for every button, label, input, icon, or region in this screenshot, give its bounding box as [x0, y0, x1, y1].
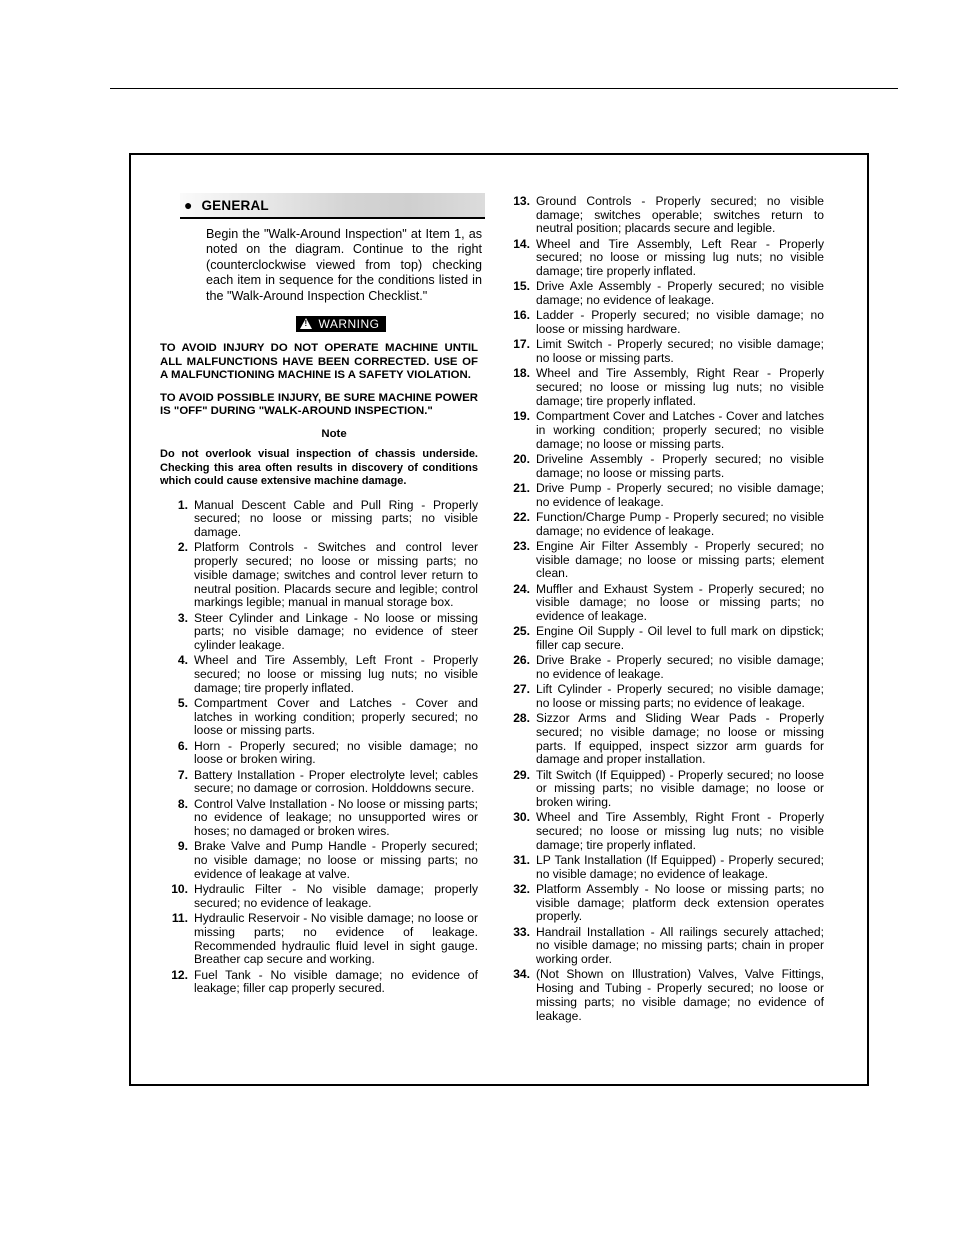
warning-header	[160, 315, 478, 333]
list-item	[160, 912, 478, 967]
item-number: 3.	[177, 610, 188, 625]
item-text: Manual Descent Cable and Pull Ring - Properly secured; no loose or missing parts; no visible damage.	[194, 497, 478, 540]
item-number: 32.	[513, 882, 530, 897]
item-number: 20.	[513, 451, 530, 466]
item-text: Tilt Switch (If Equipped) - Properly secured; no loose or missing parts; no visible damage; no loose or broken wiring.	[536, 767, 824, 810]
item-number: 8.	[177, 796, 188, 811]
item-text: Platform Controls - Switches and control lever properly secured; no loose or missing parts; no visible damage; switches and control lever return to neutral position. Placards secure and legible; control markings legible; manual in manual storage box.	[194, 540, 478, 610]
list-item	[160, 883, 478, 910]
list-item	[502, 769, 824, 810]
item-number: 5.	[177, 696, 188, 710]
item-text: Horn - Properly secured; no visible damage; no loose or broken wiring.	[194, 738, 478, 767]
item-number: 14.	[513, 236, 530, 251]
item-number: 24.	[513, 581, 530, 596]
item-number: 19.	[513, 409, 530, 424]
item-text: Driveline Assembly - Properly secured; no visible damage; no loose or missing parts.	[536, 451, 824, 480]
item-number: 25.	[513, 624, 530, 639]
warning-triangle-icon	[300, 318, 312, 329]
item-number: 31.	[513, 853, 530, 868]
item-text: Hydraulic Filter - No visible damage; properly secured; no evidence of leakage.	[194, 882, 478, 910]
item-number: 4.	[177, 653, 188, 668]
list-item	[502, 511, 824, 538]
item-number: 16.	[513, 308, 530, 323]
item-number: 34.	[513, 967, 530, 982]
item-text: Engine Air Filter Assembly - Properly secured; no visible damage; no loose or missing parts; element clean.	[536, 538, 824, 581]
note-title: Note	[321, 428, 347, 440]
content-frame	[129, 153, 869, 1086]
item-text: Compartment Cover and Latches - Cover and latches in working condition; properly secured; no loose or missing parts.	[194, 696, 478, 738]
item-number: 26.	[513, 653, 530, 668]
item-text: Wheel and Tire Assembly, Right Front - Properly secured; no loose or missing lug nuts; no visible damage; tire properly inflated.	[536, 810, 824, 852]
list-item	[502, 583, 824, 624]
item-text: Muffler and Exhaust System - Properly secured; no visible damage; no loose or missing parts; no evidence of leakage.	[536, 581, 824, 623]
item-text: Brake Valve and Pump Handle - Properly secured; no visible damage; no loose or missing parts; no evidence of leakage at valve.	[194, 839, 478, 881]
item-text: LP Tank Installation (If Equipped) - Properly secured; no visible damage; no evidence of leakage.	[536, 853, 824, 881]
item-text: Handrail Installation - All railings securely attached; no visible damage; no missing parts; chain in proper working order.	[536, 924, 824, 967]
checklist-left	[160, 499, 478, 996]
item-text: Fuel Tank - No visible damage; no evidence of leakage; filler cap properly secured.	[194, 967, 478, 996]
list-item	[502, 195, 824, 236]
note-body: Do not overlook visual inspection of chassis underside. Checking this area often results in discovery of conditions which could cause extensive machine damage.	[160, 448, 478, 488]
list-item	[160, 541, 478, 610]
item-number: 10.	[171, 882, 188, 897]
item-text: Battery Installation - Proper electrolyte level; cables secure; no damage or corrosion. Holddowns secure.	[194, 767, 478, 796]
item-number: 33.	[513, 924, 530, 939]
list-item	[502, 926, 824, 967]
item-number: 18.	[513, 366, 530, 381]
item-text: Control Valve Installation - No loose or missing parts; no evidence of leakage; no unsupported wires or hoses; no damaged or broken wires.	[194, 796, 478, 839]
left-column	[160, 193, 482, 998]
item-number: 1.	[177, 497, 188, 512]
section-intro: Begin the "Walk-Around Inspection" at Item 1, as noted on the diagram. Continue to the right (counterclockwise viewed from top) checking each item in sequence for the conditions listed in the "Walk-Around Inspection Checklist."	[206, 227, 482, 303]
list-item	[160, 769, 478, 796]
list-item	[502, 712, 824, 767]
list-item	[160, 969, 478, 996]
list-item	[502, 683, 824, 710]
list-item	[502, 968, 824, 1023]
item-number: 17.	[513, 337, 530, 352]
item-number: 21.	[513, 480, 530, 495]
item-number: 7.	[177, 767, 188, 782]
list-item	[502, 540, 824, 581]
list-item	[160, 499, 478, 540]
list-item	[502, 654, 824, 681]
list-item	[160, 654, 478, 695]
item-text: Engine Oil Supply - Oil level to full mark on dipstick; filler cap secure.	[536, 624, 824, 652]
item-number: 9.	[177, 839, 188, 854]
item-text: Compartment Cover and Latches - Cover and latches in working condition; properly secured; no visible damage; no loose or missing parts.	[536, 409, 824, 451]
list-item	[502, 238, 824, 279]
bullet-icon: ●	[184, 197, 193, 213]
item-text: Function/Charge Pump - Properly secured; no visible damage; no evidence of leakage.	[536, 509, 824, 538]
section-heading-bar	[180, 193, 485, 219]
list-item	[502, 410, 824, 451]
list-item	[502, 367, 824, 408]
list-item	[502, 625, 824, 652]
item-number: 11.	[171, 911, 188, 926]
item-text: Wheel and Tire Assembly, Right Rear - Properly secured; no loose or missing lug nuts; no visible damage; tire properly inflated.	[536, 366, 824, 408]
warning-text-2: TO AVOID POSSIBLE INJURY, BE SURE MACHINE POWER IS "OFF" DURING "WALK-AROUND INSPECTION."	[160, 391, 478, 418]
list-item	[160, 697, 478, 738]
item-number: 2.	[177, 540, 188, 555]
item-number: 15.	[513, 279, 530, 294]
list-item	[502, 453, 824, 480]
item-number: 23.	[513, 538, 530, 553]
list-item	[160, 740, 478, 767]
list-item	[502, 811, 824, 852]
item-text: Drive Pump - Properly secured; no visible damage; no evidence of leakage.	[536, 480, 824, 509]
item-number: 29.	[513, 767, 530, 782]
right-column	[502, 195, 824, 1025]
item-text: Sizzor Arms and Sliding Wear Pads - Properly secured; no visible damage; no loose or missing parts. If equipped, inspect sizzor arm guards for damage and proper installation.	[536, 711, 824, 767]
warning-label: WARNING	[318, 317, 380, 332]
item-text: Ladder - Properly secured; no visible damage; no loose or missing hardware.	[536, 308, 824, 337]
item-text: Drive Axle Assembly - Properly secured; no visible damage; no evidence of leakage.	[536, 279, 824, 308]
item-text: Drive Brake - Properly secured; no visible damage; no evidence of leakage.	[536, 653, 824, 681]
header-rule	[110, 88, 898, 89]
checklist-right	[502, 195, 824, 1023]
item-text: Hydraulic Reservoir - No visible damage; no loose or missing parts; no evidence of leakage. Recommended hydraulic fluid level in sight gauge. Breather cap secure and working.	[194, 911, 478, 967]
item-number: 22.	[513, 509, 530, 524]
item-text: Wheel and Tire Assembly, Left Rear - Properly secured; no loose or missing lug nuts; no visible damage; tire properly inflated.	[536, 236, 824, 279]
section-title: GENERAL	[201, 197, 269, 213]
item-number: 12.	[171, 967, 188, 982]
item-number: 6.	[177, 738, 188, 753]
item-text: Limit Switch - Properly secured; no visible damage; no loose or missing parts.	[536, 337, 824, 366]
item-text: Platform Assembly - No loose or missing parts; no visible damage; platform deck extension operates properly.	[536, 882, 824, 924]
warning-badge	[296, 316, 385, 332]
list-item	[502, 280, 824, 307]
list-item	[502, 883, 824, 924]
list-item	[502, 309, 824, 336]
item-text: Ground Controls - Properly secured; no visible damage; switches operable; switches return to neutral position; placards secure and legible.	[536, 194, 824, 236]
list-item	[502, 482, 824, 509]
item-text: Lift Cylinder - Properly secured; no visible damage; no loose or missing parts; no evidence of leakage.	[536, 682, 824, 710]
item-number: 13.	[513, 194, 530, 208]
list-item	[160, 798, 478, 839]
list-item	[160, 612, 478, 653]
item-text: (Not Shown on Illustration) Valves, Valve Fittings, Hosing and Tubing - Properly secured; no loose or missing parts; no visible damage; no evidence of leakage.	[536, 967, 824, 1023]
list-item	[502, 854, 824, 881]
item-number: 27.	[513, 682, 530, 697]
list-item	[160, 840, 478, 881]
list-item	[502, 338, 824, 365]
item-number: 28.	[513, 711, 530, 726]
warning-text-1: TO AVOID INJURY DO NOT OPERATE MACHINE UNTIL ALL MALFUNCTIONS HAVE BEEN CORRECTED. USE OF A MALFUNCTIONING MACHINE IS A SAFETY VIOLATION.	[160, 342, 478, 382]
item-text: Steer Cylinder and Linkage - No loose or missing parts; no visible damage; no evidence of steer cylinder leakage.	[194, 610, 478, 652]
item-number: 30.	[513, 810, 530, 825]
item-text: Wheel and Tire Assembly, Left Front - Properly secured; no loose or missing lug nuts; no visible damage; tire properly inflated.	[194, 653, 478, 695]
